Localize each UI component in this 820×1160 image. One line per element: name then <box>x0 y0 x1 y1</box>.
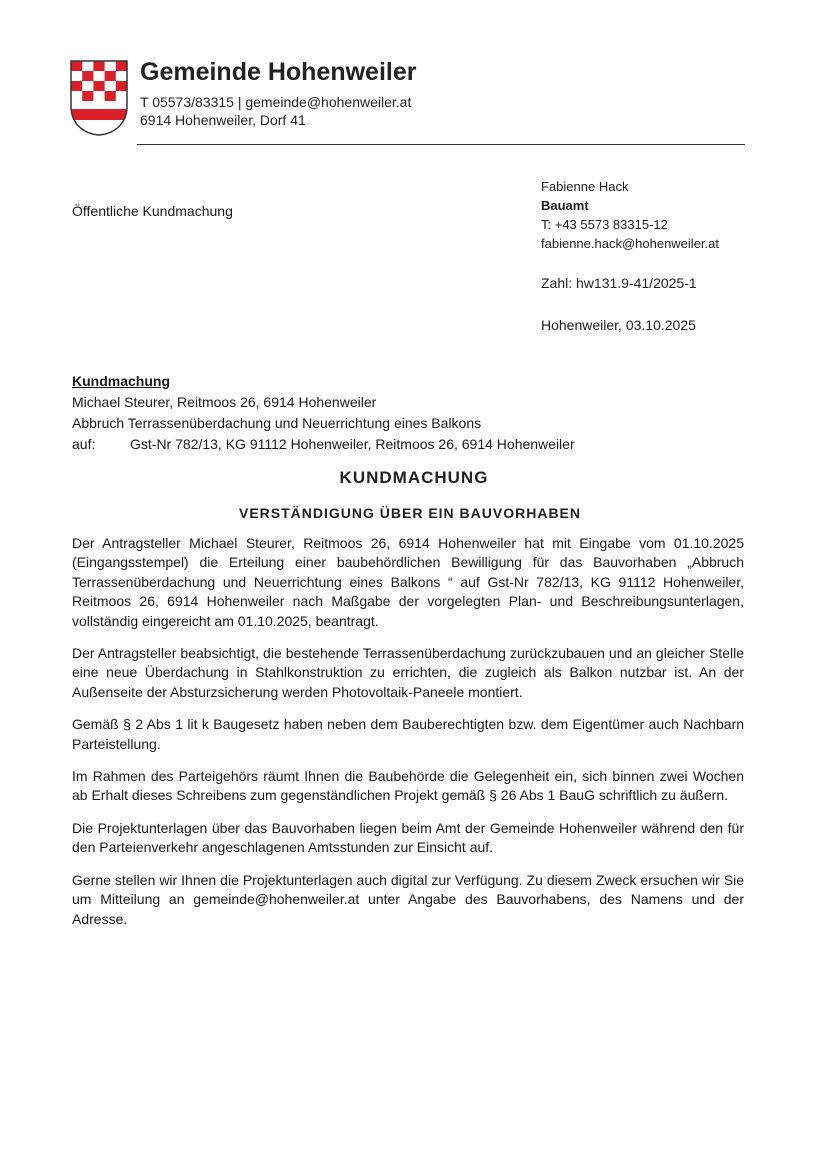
crest-check <box>116 81 127 91</box>
crest-check <box>71 81 82 91</box>
sender-department: Bauamt <box>541 198 589 213</box>
body-paragraph: Gerne stellen wir Ihnen die Projektunterlagen auch digital zur Verfügung. Zu diesem Zweck ersuchen wir Sie um Mitteilung an gemeinde@hohenweiler.at unter Angabe des Bauvorhabens, des Namens und der Adresse. <box>72 871 744 927</box>
sender-name: Fabienne Hack <box>541 179 629 194</box>
sender-phone: T: +43 5573 83315-12 <box>541 217 668 232</box>
municipality-name: Gemeinde Hohenweiler <box>140 58 417 86</box>
crest-check <box>71 61 82 71</box>
crest-check <box>116 61 127 71</box>
body-paragraph: Im Rahmen des Parteigehörs räumt Ihnen die Baubehörde die Gelegenheit ein, sich binnen zwei Wochen ab Erhalt dieses Schreibens zum gegenständlichen Projekt gemäß § 26 Abs 1 BauG schriftlich zu äußern. <box>72 768 744 804</box>
sender-email: fabienne.hack@hohenweiler.at <box>541 236 719 251</box>
reference-number: Zahl: hw131.9-41/2025-1 <box>541 275 697 291</box>
crest-check <box>82 91 93 101</box>
document-title: KUNDMACHUNG <box>339 468 489 487</box>
crest-check <box>93 81 104 91</box>
municipal-crest-icon <box>70 60 128 136</box>
crest-check <box>93 61 104 71</box>
crest-check <box>105 71 116 81</box>
crest-band <box>70 109 128 120</box>
place-date: Hohenweiler, 03.10.2025 <box>541 317 696 333</box>
document-type: Öffentliche Kundmachung <box>72 203 233 219</box>
document-subtitle: VERSTÄNDIGUNG ÜBER EIN BAUVORHABEN <box>238 505 582 521</box>
body-paragraph: Die Projektunterlagen über das Bauvorhaben liegen beim Amt der Gemeinde Hohenweiler während den für den Parteienverkehr angeschlagenen Amtsstunden zur Einsicht auf. <box>72 819 744 856</box>
subject-heading: Kundmachung <box>72 373 170 389</box>
subject-location-value: Gst-Nr 782/13, KG 91112 Hohenweiler, Reitmoos 26, 6914 Hohenweiler <box>130 436 575 452</box>
subject-applicant: Michael Steurer, Reitmoos 26, 6914 Hohenweiler <box>72 394 377 410</box>
body-paragraph: Der Antragsteller Michael Steurer, Reitmoos 26, 6914 Hohenweiler hat mit Eingabe vom 01.10.2025 (Eingangsstempel) die Erteilung einer baubehördlichen Bewilligung für das Bauvorhaben „Abbruch Terrassenüberdachung und Neuerrichtung eines Balkons “ auf Gst-Nr 782/13, KG 91112 Hohenweiler, Reitmoos 26, 6914 Hohenweiler nach Maßgabe der vorgelegten Plan- und Beschreibungsunterlagen, vollständig eingereicht am 01.10.2025, beantragt. <box>72 535 744 629</box>
crest-check <box>105 91 116 101</box>
subject-block <box>72 371 752 455</box>
body-paragraph: Der Antragsteller beabsichtigt, die bestehende Terrassenüberdachung zurückzubauen und an gleicher Stelle eine neue Überdachung in Stahlkonstruktion zu errichten, die zugleich als Balkon nutzbar ist. An der Außenseite der Absturzsicherung werden Photovoltaik-Paneele montiert. <box>72 645 744 700</box>
municipality-address: 6914 Hohenweiler, Dorf 41 <box>140 112 306 128</box>
body-paragraph: Gemäß § 2 Abs 1 lit k Baugesetz haben neben dem Bauberechtigten bzw. dem Eigentümer auch Nachbarn Parteistellung. <box>72 716 744 752</box>
subject-location-row <box>72 434 752 455</box>
crest-check <box>82 71 93 81</box>
municipality-contact: T 05573/83315 | gemeinde@hohenweiler.at <box>140 94 412 110</box>
header-divider <box>137 144 745 145</box>
subject-project: Abbruch Terrassenüberdachung und Neuerrichtung eines Balkons <box>72 415 482 431</box>
body-text <box>72 534 744 942</box>
subject-location-label: auf: <box>72 436 96 452</box>
